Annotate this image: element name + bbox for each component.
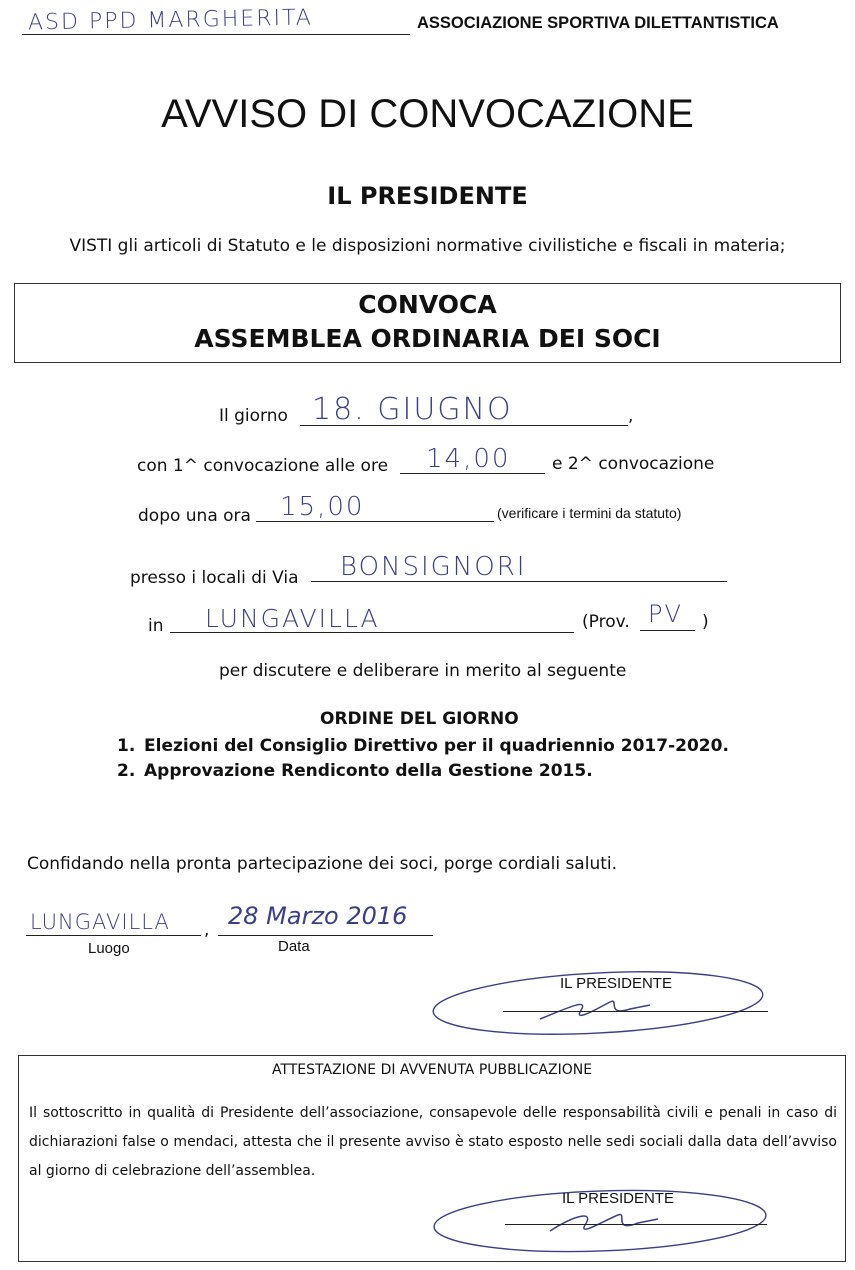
place-line bbox=[26, 935, 201, 936]
date-line bbox=[218, 935, 433, 936]
date-value: 28 Marzo 2016 bbox=[228, 902, 408, 930]
convoca-box bbox=[14, 283, 841, 363]
first-call-value: 14,00 bbox=[426, 444, 511, 474]
prov-line bbox=[640, 630, 695, 631]
city-label: in bbox=[148, 616, 164, 636]
agenda-item bbox=[117, 759, 729, 784]
agenda-item-number: 1. bbox=[117, 736, 136, 756]
venue-label: presso i locali di Via bbox=[130, 568, 299, 588]
after-hour-label: dopo una ora bbox=[138, 506, 251, 526]
venue-value: BONSIGNORI bbox=[340, 552, 527, 582]
association-type: ASSOCIAZIONE SPORTIVA DILETTANTISTICA bbox=[417, 14, 779, 32]
attestation-body: Il sottoscritto in qualità di Presidente dell’associazione, consapevole delle responsabilità civili e penali in caso di dichiarazioni false o mendaci, attesta che il presente avviso è stato esposto nelle sedi sociali dalla data dell’avviso al giorno di celebrazione dell’assemblea. bbox=[29, 1105, 837, 1179]
agenda-heading: ORDINE DEL GIORNO bbox=[320, 709, 519, 729]
agenda-item-text: Approvazione Rendiconto della Gestione 2015. bbox=[144, 761, 593, 781]
president-heading: IL PRESIDENTE bbox=[327, 182, 528, 210]
club-name-handwritten: ASD PPD MARGHERITA bbox=[27, 5, 313, 36]
city-value: LUNGAVILLA bbox=[205, 604, 380, 633]
president-signature-line bbox=[503, 1011, 768, 1012]
day-suffix: , bbox=[628, 406, 634, 426]
day-value: 18. GIUGNO bbox=[312, 392, 513, 427]
place-separator: , bbox=[204, 920, 210, 940]
statute-note: (verificare i termini da statuto) bbox=[497, 505, 682, 521]
assembly-title: ASSEMBLEA ORDINARIA DEI SOCI bbox=[194, 324, 661, 353]
attestation-president-label: IL PRESIDENTE bbox=[562, 1190, 674, 1207]
president-label: IL PRESIDENTE bbox=[560, 975, 672, 992]
prov-value: PV bbox=[648, 600, 683, 628]
agenda-item-number: 2. bbox=[117, 761, 136, 781]
place-value: LUNGAVILLA bbox=[30, 910, 170, 934]
place-label: Luogo bbox=[88, 940, 130, 957]
closing-text: Confidando nella pronta partecipazione dei soci, porge cordiali saluti. bbox=[27, 854, 618, 874]
signature-scribble bbox=[550, 1215, 658, 1231]
agenda-item-text: Elezioni del Consiglio Direttivo per il quadriennio 2017-2020. bbox=[144, 736, 729, 756]
page-title: AVVISO DI CONVOCAZIONE bbox=[161, 92, 694, 136]
prov-label: (Prov. bbox=[582, 612, 630, 632]
agenda-list bbox=[117, 734, 729, 784]
attestation-signature-line bbox=[505, 1224, 767, 1225]
first-call-label: con 1^ convocazione alle ore bbox=[137, 456, 389, 476]
date-label: Data bbox=[278, 938, 310, 955]
convoca-title: CONVOCA bbox=[358, 290, 497, 319]
discuss-text: per discutere e deliberare in merito al seguente bbox=[219, 661, 627, 681]
second-call-label: e 2^ convocazione bbox=[552, 454, 715, 474]
attestation-title: ATTESTAZIONE DI AVVENUTA PUBBLICAZIONE bbox=[271, 1062, 593, 1078]
day-label: Il giorno bbox=[219, 406, 288, 426]
preamble: VISTI gli articoli di Statuto e le disposizioni normative civilistiche e fiscali in materia; bbox=[69, 236, 786, 256]
club-name-underline bbox=[22, 34, 410, 35]
agenda-item bbox=[117, 734, 729, 759]
after-hour-value: 15,00 bbox=[280, 492, 365, 522]
prov-close: ) bbox=[702, 612, 709, 632]
